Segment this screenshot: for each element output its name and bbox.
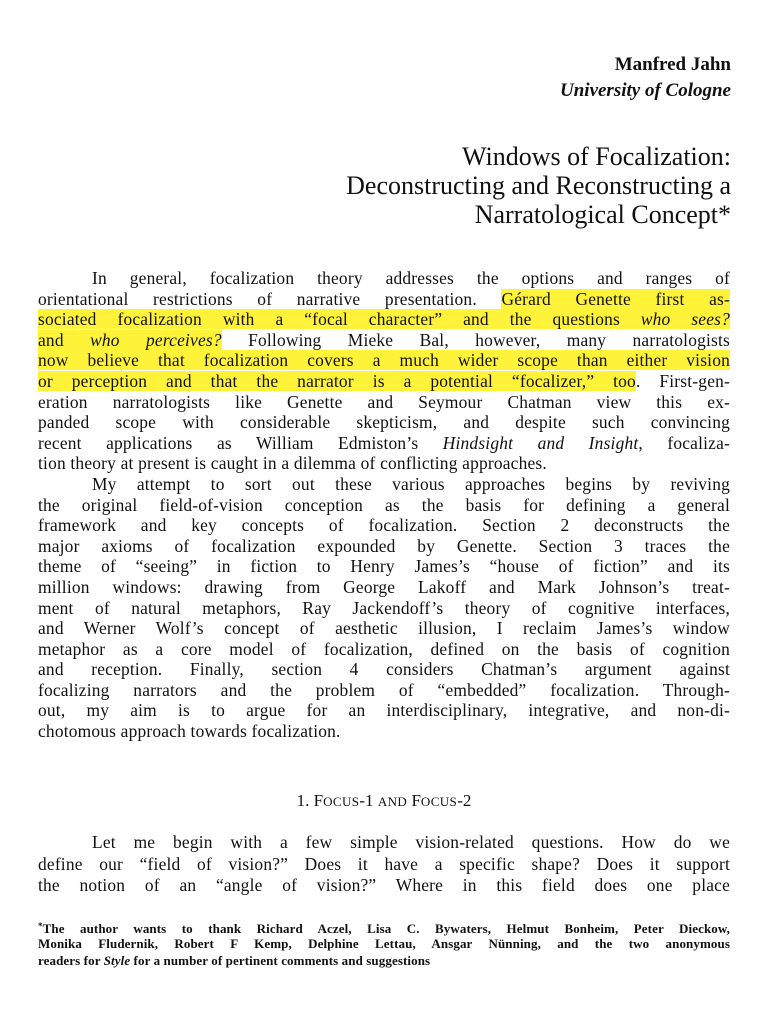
text-line: In general, focalization theory addresses the options and ranges of — [92, 268, 730, 288]
footnote-line: Monika Fludernik, Robert F Kemp, Delphine Lettau, Ansgar Nünning, and the two anonymous — [38, 936, 730, 951]
footnote — [38, 918, 730, 969]
text-line: chotomous approach towards focalization. — [38, 721, 341, 742]
text-line: eration narratologists like Genette and Seymour Chatman view this ex- — [38, 391, 730, 412]
text-line: ment of natural metaphors, Ray Jackendoff’s theory of cognitive interfaces, — [38, 597, 730, 618]
text-line: the original field-of-vision conception as the basis for defining a general — [38, 494, 730, 515]
text-line — [38, 309, 730, 330]
highlighted-text: or perception and that the narrator is a potential “focalizer,” too — [38, 370, 636, 391]
text-line: the notion of an “angle of vision?” Where in this field does one place — [38, 875, 730, 895]
text-line — [38, 350, 730, 371]
text-line: focalizing narrators and the problem of “embedded” focalization. Through- — [38, 679, 730, 700]
highlighted-text: now believe that focalization covers a much wider scope than either vision — [38, 350, 730, 371]
text-line: out, my aim is to argue for an interdisciplinary, integrative, and non-di- — [38, 700, 730, 721]
highlighted-text: and who perceives? — [38, 329, 222, 350]
text-line: panded scope with considerable skepticism, and despite such convincing — [38, 412, 730, 433]
text-line: define our “field of vision?” Does it have a specific shape? Does it support — [38, 853, 730, 874]
text-line: million windows: drawing from George Lakoff and Mark Johnson’s treat- — [38, 576, 730, 597]
author-name: Manfred Jahn — [614, 54, 731, 75]
footnote-line: readers for Style for a number of pertinent comments and suggestions — [38, 953, 431, 968]
text-line: Let me begin with a few simple vision-related questions. How do we — [92, 832, 730, 852]
text-line: recent applications as William Edmiston’s Hindsight and Insight, focaliza- — [38, 432, 730, 453]
article-title — [171, 142, 731, 229]
text-line: and who perceives? Following Mieke Bal, however, many narratologists — [38, 329, 731, 350]
text-line: major axioms of focalization expounded by Genette. Section 3 traces the — [38, 535, 730, 556]
text-line: and Werner Wolf’s concept of aesthetic illusion, I reclaim James’s window — [38, 618, 730, 639]
text-line: My attempt to sort out these various approaches begins by reviving — [92, 473, 730, 494]
text-line: orientational restrictions of narrative presentation. Gérard Genette first as- — [38, 288, 730, 309]
footnote-line: *The author wants to thank Richard Aczel, Lisa C. Bywaters, Helmut Bonheim, Peter Dieckow, — [38, 921, 730, 936]
body-text — [38, 268, 730, 742]
text-line: tion theory at present is caught in a dilemma of conflicting approaches. — [38, 453, 547, 474]
author-affiliation: University of Cologne — [560, 80, 731, 101]
footnote-mark: * — [38, 921, 43, 931]
text-line: framework and key concepts of focalization. Section 2 deconstructs the — [38, 515, 730, 536]
highlighted-text: Gérard Genette first as- — [501, 288, 730, 309]
text-line: theme of “seeing” in fiction to Henry James’s “house of fiction” and its — [38, 556, 730, 577]
text-line: and reception. Finally, section 4 considers Chatman’s argument against — [38, 659, 730, 680]
text-line: metaphor as a core model of focalization, defined on the basis of cognition — [38, 638, 730, 659]
body-text-section-1 — [38, 832, 730, 897]
section-heading: 1. FOCUS-1 AND FOCUS-2 — [296, 791, 472, 810]
title-line-1: Windows of Focalization: — [461, 142, 731, 171]
title-line-2: Deconstructing and Reconstructing a — [346, 171, 731, 200]
text-line: or perception and that the narrator is a potential “focalizer,” too. First-gen- — [38, 370, 730, 391]
highlighted-text: sociated focalization with a “focal character” and the questions who sees? — [38, 309, 730, 330]
title-line-3: Narratological Concept* — [474, 200, 731, 229]
